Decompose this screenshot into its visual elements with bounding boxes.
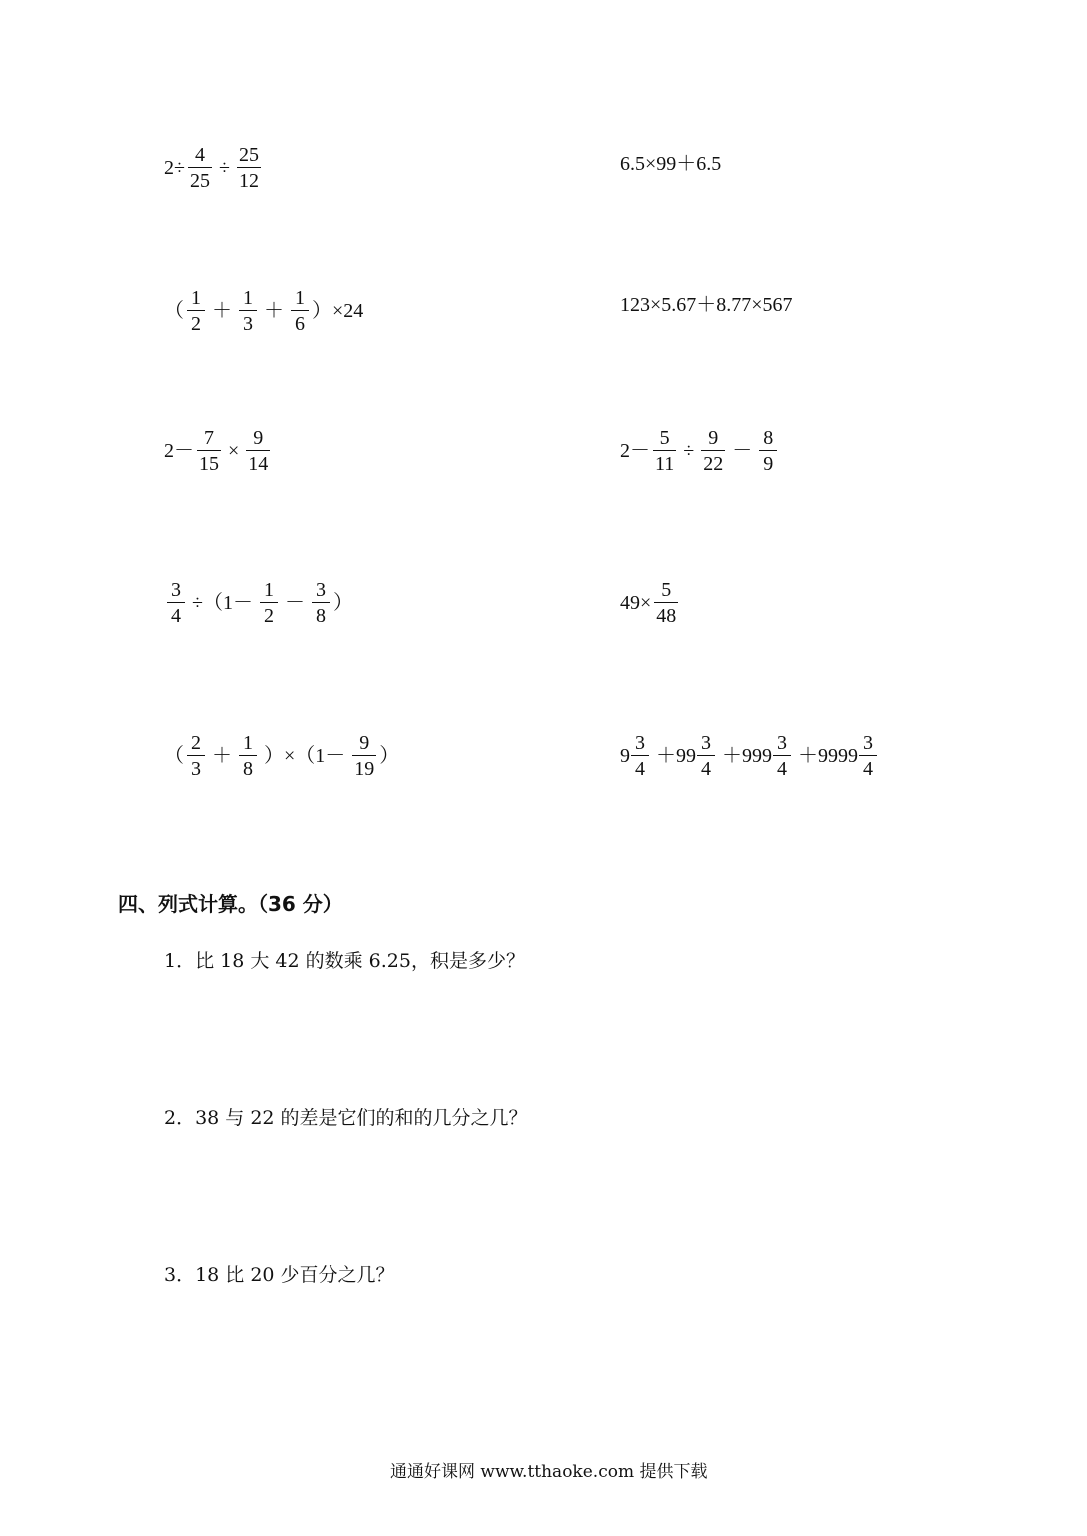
operator: ＋9999 [798, 745, 858, 767]
denominator: 22 [701, 450, 725, 474]
denominator: 4 [773, 755, 791, 779]
fraction [631, 733, 649, 779]
expression-5 [164, 428, 273, 474]
numerator: 9 [708, 427, 719, 449]
numerator: 1 [243, 732, 253, 754]
expression-3 [164, 288, 363, 334]
operator: ＋ [212, 745, 232, 767]
numerator: 9 [253, 427, 264, 449]
fraction [352, 733, 376, 779]
denominator: 4 [697, 755, 715, 779]
fraction [239, 288, 257, 334]
expression-4 [620, 295, 793, 315]
expr-text: ） [332, 592, 353, 614]
numerator: 1 [263, 579, 274, 601]
denominator: 2 [260, 602, 278, 626]
numerator: 25 [238, 144, 259, 166]
numerator: 3 [315, 579, 326, 601]
fraction [197, 428, 221, 474]
fraction [759, 428, 777, 474]
section-title: 四、列式计算。（36 分） [118, 892, 343, 916]
expr-text: 2÷ [164, 157, 185, 179]
question-2: 2．38 与 22 的差是它们的和的几分之几？ [164, 1107, 528, 1129]
expr-text: （ [164, 300, 184, 322]
denominator: 4 [859, 755, 877, 779]
expr-text: 49× [620, 592, 652, 614]
operator: ＋ [264, 300, 284, 322]
denominator: 8 [312, 602, 330, 626]
expression-8 [620, 580, 681, 626]
denominator: 12 [237, 167, 261, 191]
denominator: 11 [653, 450, 676, 474]
fraction [653, 428, 676, 474]
fraction [246, 428, 270, 474]
denominator: 3 [187, 755, 205, 779]
fraction [188, 145, 212, 191]
numerator: 3 [635, 732, 645, 754]
denominator: 6 [291, 310, 309, 334]
fraction [654, 580, 678, 626]
denominator: 9 [759, 450, 777, 474]
numerator: 5 [661, 579, 672, 601]
expr-text: 2－ [164, 440, 194, 462]
fraction [239, 733, 257, 779]
numerator: 5 [659, 427, 670, 449]
denominator: 4 [631, 755, 649, 779]
question-3: 3．18 比 20 少百分之几？ [164, 1264, 395, 1286]
numerator: 3 [777, 732, 787, 754]
fraction [312, 580, 330, 626]
denominator: 3 [239, 310, 257, 334]
denominator: 48 [654, 602, 678, 626]
numerator: 1 [243, 287, 253, 309]
denominator: 14 [246, 450, 270, 474]
numerator: 8 [763, 427, 774, 449]
expr-text: 2－ [620, 440, 650, 462]
numerator: 1 [191, 287, 201, 309]
denominator: 2 [187, 310, 205, 334]
question-1: 1．比 18 大 42 的数乘 6.25，积是多少？ [164, 950, 525, 972]
expr-text: ） [379, 745, 400, 767]
expression-10 [620, 733, 880, 779]
fraction [697, 733, 715, 779]
numerator: 3 [701, 732, 711, 754]
fraction [701, 428, 725, 474]
fraction [187, 288, 205, 334]
expr-text: ）×24 [312, 300, 364, 322]
denominator: 19 [352, 755, 376, 779]
expr-text: 9 [620, 745, 630, 767]
footer-text: 通通好课网 www.tthaoke.com 提供下载 [390, 1462, 708, 1482]
fraction [167, 580, 185, 626]
operator: × [228, 440, 240, 462]
operator: － [284, 592, 305, 614]
numerator: 3 [171, 579, 181, 601]
numerator: 2 [191, 732, 201, 754]
operator: ÷ [218, 157, 230, 179]
operator: ）×（1－ [264, 745, 346, 767]
expression-2 [620, 154, 721, 174]
operator: ＋99 [656, 745, 696, 767]
numerator: 9 [359, 732, 370, 754]
denominator: 15 [197, 450, 221, 474]
expression-7 [164, 580, 353, 626]
fraction [291, 288, 309, 334]
denominator: 25 [188, 167, 212, 191]
numerator: 1 [295, 287, 305, 309]
operator: ÷ [683, 440, 695, 462]
expr-text: 6.5×99＋6.5 [620, 153, 722, 175]
fraction [773, 733, 791, 779]
numerator: 4 [194, 144, 205, 166]
operator: － [732, 440, 753, 462]
fraction [187, 733, 205, 779]
operator: ＋999 [722, 745, 772, 767]
denominator: 8 [239, 755, 257, 779]
expression-6 [620, 428, 780, 474]
operator: ÷（1－ [192, 592, 253, 614]
operator: ＋ [212, 300, 232, 322]
numerator: 7 [204, 427, 214, 449]
fraction [859, 733, 877, 779]
denominator: 4 [167, 602, 185, 626]
expr-text: （ [164, 745, 184, 767]
expression-1 [164, 145, 264, 191]
fraction [237, 145, 261, 191]
numerator: 3 [863, 732, 873, 754]
fraction [260, 580, 278, 626]
expr-text: 123×5.67＋8.77×567 [620, 294, 793, 316]
expression-9 [164, 733, 399, 779]
